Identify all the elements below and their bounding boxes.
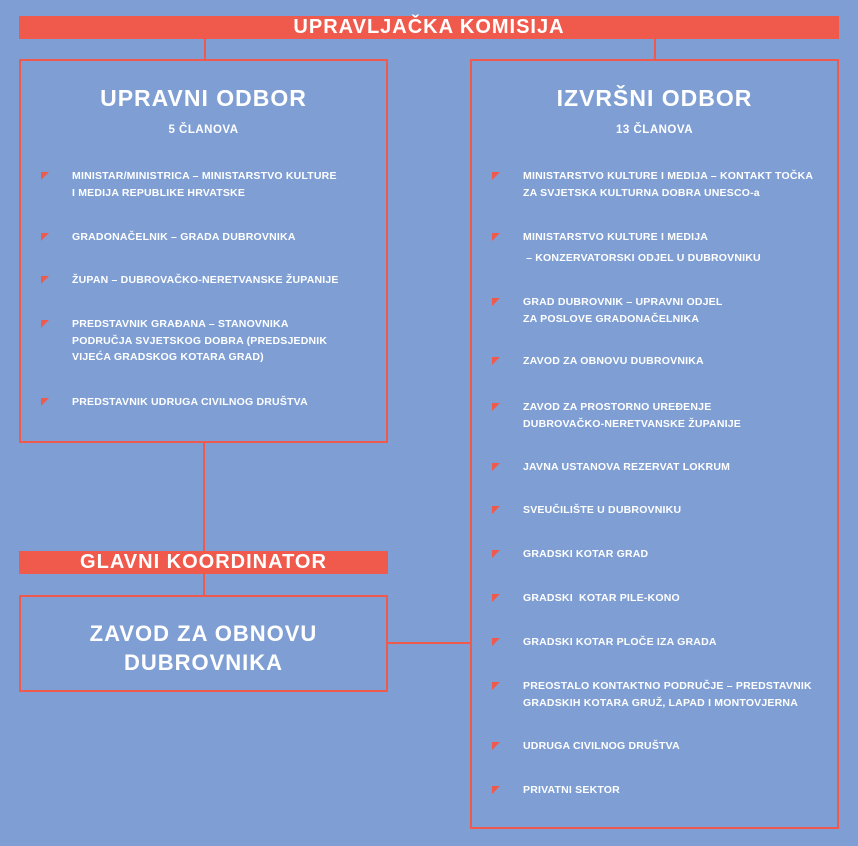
list-item-text: GRADSKI KOTAR PLOČE IZA GRADA [523, 636, 717, 648]
list-item [523, 738, 680, 755]
triangle-bullet-icon [492, 403, 500, 411]
list-item-text: MINISTARSTVO KULTURE I MEDIJA [523, 231, 709, 243]
list-item-text: I MEDIJA REPUBLIKE HRVATSKE [72, 186, 246, 199]
connector-coordinator-to-executive [388, 642, 470, 644]
coordinator-title-line-1: ZAVOD ZA OBNOVU [89, 621, 318, 646]
list-item [523, 168, 813, 201]
management-board-member-count: 5 ČLANOVA [168, 124, 239, 136]
list-item [523, 294, 723, 327]
list-item [523, 590, 680, 607]
list-item-text: MINISTAR/MINISTRICA – MINISTARSTVO KULTURE [72, 170, 337, 182]
list-item [523, 546, 648, 563]
executive-board-box [470, 59, 839, 829]
triangle-bullet-icon [492, 786, 500, 794]
list-item-text: GRADONAČELNIK – GRADA DUBROVNIKA [72, 231, 296, 243]
triangle-bullet-icon [41, 276, 49, 284]
list-item-text: MINISTARSTVO KULTURE I MEDIJA – KONTAKT TOČKA [523, 170, 814, 182]
list-item-text: GRAD DUBROVNIK – UPRAVNI ODJEL [523, 296, 723, 308]
list-item [523, 399, 741, 432]
list-item-text: ZAVOD ZA PROSTORNO UREĐENJE [523, 401, 712, 413]
list-item-text: PREDSTAVNIK GRAĐANA – STANOVNIKA [72, 318, 289, 330]
list-item [523, 634, 717, 651]
list-item-text: PREDSTAVNIK UDRUGA CIVILNOG DRUŠTVA [72, 396, 308, 408]
triangle-bullet-icon [492, 682, 500, 690]
triangle-bullet-icon [41, 320, 49, 328]
list-item-text: VIJEĆA GRADSKOG KOTARA GRAD) [72, 351, 264, 363]
connector-coordinator-label-to-box [203, 574, 205, 595]
triangle-bullet-icon [492, 172, 500, 180]
list-item [72, 394, 308, 411]
triangle-bullet-icon [41, 172, 49, 180]
list-item-text: ZAVOD ZA OBNOVU DUBROVNIKA [523, 355, 704, 367]
list-item-text: ZA SVJETSKA KULTURNA DOBRA UNESCO-a [523, 186, 760, 199]
list-item [523, 678, 812, 711]
triangle-bullet-icon [492, 550, 500, 558]
triangle-bullet-icon [492, 233, 500, 241]
list-item-text: GRADSKIH KOTARA GRUŽ, LAPAD I MONTOVJERNA [523, 696, 798, 709]
list-item-text: SVEUČILIŠTE U DUBROVNIKU [523, 504, 682, 516]
list-item-text: PRIVATNI SEKTOR [523, 784, 620, 796]
list-item [72, 168, 337, 201]
list-item [523, 459, 730, 476]
executive-board-title: IZVRŠNI ODBOR [556, 85, 753, 111]
executive-board-member-count: 13 ČLANOVA [616, 124, 693, 136]
list-item-text: PREOSTALO KONTAKTNO PODRUČJE – PREDSTAVNIK [523, 680, 812, 692]
connector-steering-to-executive [654, 39, 656, 59]
triangle-bullet-icon [492, 298, 500, 306]
coordinator-banner: GLAVNI KOORDINATOR [19, 551, 388, 574]
list-item-text: – KONZERVATORSKI ODJEL U DUBROVNIKU [523, 251, 761, 264]
list-item-text: GRADSKI KOTAR GRAD [523, 548, 649, 560]
connector-management-to-coordinator [203, 443, 205, 551]
list-item [523, 229, 761, 266]
triangle-bullet-icon [492, 638, 500, 646]
list-item-text: ZA POSLOVE GRADONAČELNIKA [523, 312, 700, 325]
list-item [523, 782, 620, 799]
triangle-bullet-icon [41, 398, 49, 406]
coordinator-title [21, 619, 386, 677]
triangle-bullet-icon [41, 233, 49, 241]
triangle-bullet-icon [492, 506, 500, 514]
management-board-box [19, 59, 388, 443]
triangle-bullet-icon [492, 742, 500, 750]
triangle-bullet-icon [492, 594, 500, 602]
connector-steering-to-management [204, 39, 206, 59]
management-board-title: UPRAVNI ODBOR [100, 85, 307, 111]
list-item-text: JAVNA USTANOVA REZERVAT LOKRUM [523, 461, 731, 473]
coordinator-title-line-2: DUBROVNIKA [123, 650, 284, 675]
triangle-bullet-icon [492, 463, 500, 471]
triangle-bullet-icon [492, 357, 500, 365]
list-item-text: UDRUGA CIVILNOG DRUŠTVA [523, 740, 680, 752]
list-item-text: ŽUPAN – DUBROVAČKO-NERETVANSKE ŽUPANIJE [72, 274, 339, 286]
list-item-text: GRADSKI KOTAR PILE-KONO [523, 592, 680, 604]
list-item [72, 229, 296, 246]
list-item-text: DUBROVAČKO-NERETVANSKE ŽUPANIJE [523, 417, 741, 430]
steering-committee-banner: UPRAVLJAČKA KOMISIJA [19, 16, 839, 39]
coordinator-box [19, 595, 388, 692]
list-item [523, 353, 704, 370]
list-item [72, 272, 339, 289]
list-item-text: PODRUČJA SVJETSKOG DOBRA (PREDSJEDNIK [72, 334, 328, 347]
list-item [72, 316, 327, 366]
list-item [523, 502, 681, 519]
